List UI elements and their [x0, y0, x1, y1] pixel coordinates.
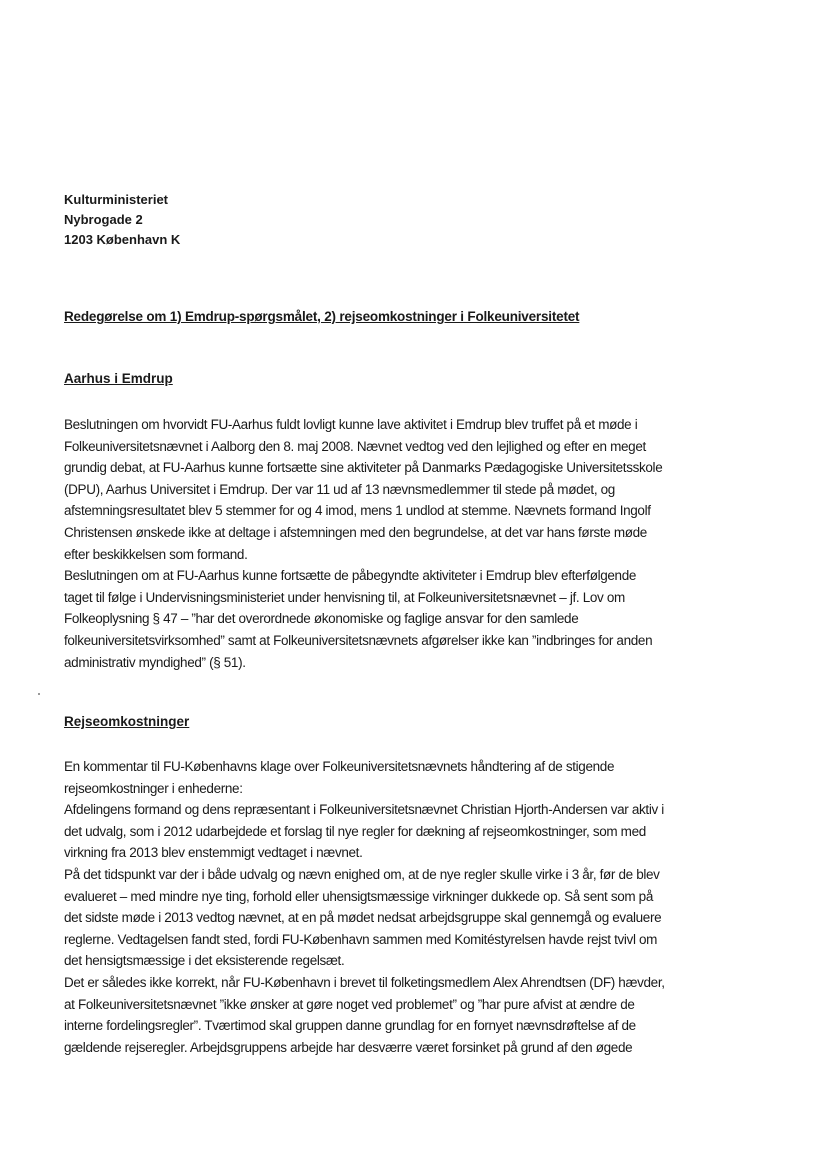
text-line: Afdelingens formand og dens repræsentant i Folkeuniversitetsnævnet Christian Hjorth-Andersen var aktiv i	[64, 802, 664, 818]
text-line: det hensigtsmæssige i det eksisterende regelsæt.	[64, 953, 345, 969]
text-line: grundig debat, at FU-Aarhus kunne fortsætte sine aktiviteter på Danmarks Pædagogiske Universitetsskole	[64, 460, 663, 476]
text-line: at Folkeuniversitetsnævnet ”ikke ønsker at gøre noget ved problemet” og ”har pure afvist at ændre de	[64, 996, 635, 1012]
text-line: En kommentar til FU-Københavns klage over Folkeuniversitetsnævnets håndtering af de stigende	[64, 759, 615, 774]
address-line: Nybrogade 2	[64, 212, 143, 227]
section-heading-travel-costs: Rejseomkostninger	[64, 714, 190, 729]
document-title: Redegørelse om 1) Emdrup-spørgsmålet, 2) rejseomkostninger i Folkeuniversitetet	[64, 309, 580, 324]
recipient-address	[64, 190, 180, 250]
section-body-aarhus	[64, 414, 662, 673]
text-line: taget til følge i Undervisningsministeriet under henvisning til, at Folkeuniversitetsnævnet – jf. Lov om	[64, 589, 625, 605]
section-heading-aarhus: Aarhus i Emdrup	[64, 371, 173, 386]
text-line: virkning fra 2013 blev enstemmigt vedtaget i nævnet.	[64, 845, 363, 861]
text-line: reglerne. Vedtagelsen fandt sted, fordi FU-København sammen med Komitéstyrelsen havde rejst tvivl om	[64, 931, 658, 947]
text-line: På det tidspunkt var der i både udvalg og nævn enighed om, at de nye regler skulle virke i 3 år, før de blev	[64, 866, 660, 882]
text-line: afstemningsresultatet blev 5 stemmer for og 4 imod, mens 1 undlod at stemme. Nævnets formand Ingolf	[64, 503, 651, 519]
text-line: interne fordelingsregler”. Tværtimod skal gruppen danne grundlag for en fornyet nævnsdrøftelse af de	[64, 1018, 636, 1034]
text-line: Beslutningen om hvorvidt FU-Aarhus fuldt lovligt kunne lave aktivitet i Emdrup blev truffet på et møde i	[64, 417, 638, 432]
text-line: administrativ myndighed” (§ 51).	[64, 654, 246, 670]
text-line: Folkeoplysning § 47 – ”har det overordnede økonomiske og faglige ansvar for den samlede	[64, 611, 579, 627]
text-line: Beslutningen om at FU-Aarhus kunne fortsætte de påbegyndte aktiviteter i Emdrup blev efterfølgende	[64, 568, 637, 584]
section-body-travel-costs	[64, 756, 665, 1058]
text-line: (DPU), Aarhus Universitet i Emdrup. Der var 11 ud af 13 nævnsmedlemmer til stede på mødet, og	[64, 481, 615, 497]
address-line: Kulturministeriet	[64, 192, 169, 207]
scan-speck	[38, 693, 40, 695]
address-line: 1203 København K	[64, 232, 181, 247]
text-line: folkeuniversitetsvirksomhed” samt at Folkeuniversitetsnævnets afgørelser ikke kan ”indbringes for anden	[64, 632, 653, 648]
text-line: det sidste møde i 2013 vedtog nævnet, at en på mødet nedsat arbejdsgruppe skal gennemgå og evaluere	[64, 910, 662, 926]
text-line: gældende rejseregler. Arbejdsgruppens arbejde har desværre været forsinket på grund af den øgede	[64, 1039, 633, 1055]
text-line: Christensen ønskede ikke at deltage i afstemningen med den begrundelse, at det var hans første møde	[64, 524, 647, 540]
text-line: evalueret – med mindre nye ting, forhold eller uhensigtsmæssige virkninger dukkede op. Så sent som på	[64, 888, 653, 904]
text-line: rejseomkostninger i enhederne:	[64, 780, 243, 796]
text-line: Det er således ikke korrekt, når FU-København i brevet til folketingsmedlem Alex Ahrendtsen (DF) hævder,	[64, 974, 665, 990]
text-line: Folkeuniversitetsnævnet i Aalborg den 8. maj 2008. Nævnet vedtog ved den lejlighed og efter en meget	[64, 438, 646, 454]
text-line: det udvalg, som i 2012 udarbejdede et forslag til nye regler for dækning af rejseomkostninger, som med	[64, 823, 646, 839]
text-line: efter beskikkelsen som formand.	[64, 546, 248, 562]
